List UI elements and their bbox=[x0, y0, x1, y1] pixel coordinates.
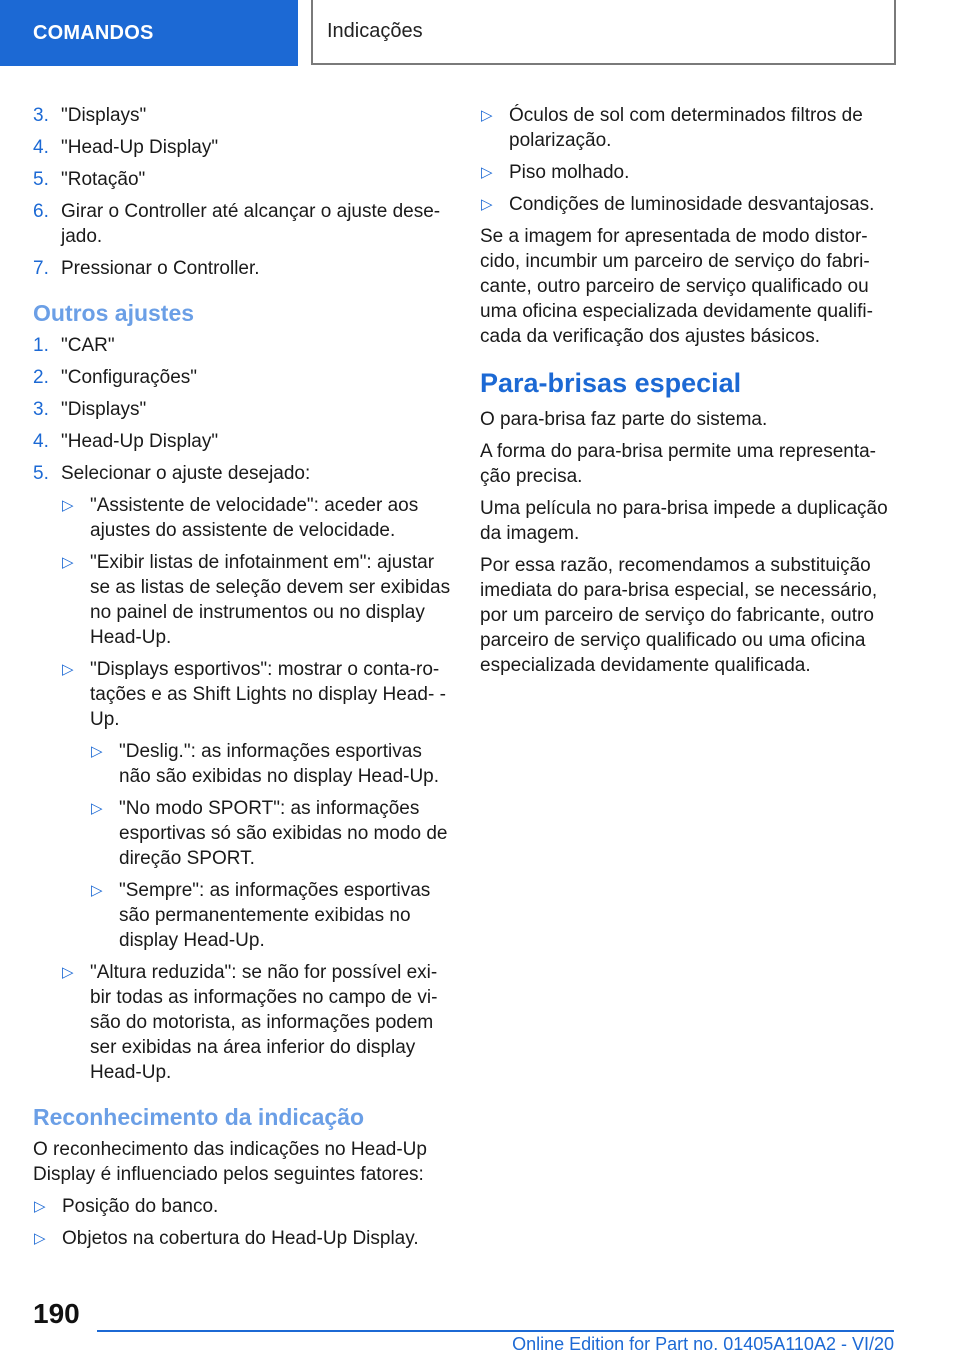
chapter-title: Indicações bbox=[311, 0, 896, 65]
paragraph: Por essa razão, recomendamos a substituição imediata do para-brisa especial, se necessário, por um parceiro de serviço do fabricante, outro parceiro de serviço qualificado ou uma oficina especializada devidamente qualificada. bbox=[480, 555, 878, 676]
triangle-bullet-icon: ▷ bbox=[62, 661, 74, 678]
list-item: ▷ Óculos de sol com determinados filtros de polarização. bbox=[481, 105, 863, 151]
list-item: 7. Pressionar o Controller. bbox=[33, 258, 260, 279]
triangle-bullet-icon: ▷ bbox=[91, 800, 103, 817]
paragraph: A forma do para-brisa permite uma representa- ção precisa. bbox=[480, 441, 877, 487]
list-item: ▷ "Altura reduzida": se não for possível exi- bir todas as informações no campo de vi- são do motorista, as informações podem ser exibidas na área inferior do display Head-Up. bbox=[62, 962, 438, 1083]
paragraph: Se a imagem for apresentada de modo distor- cido, incumbir um parceiro de serviço do fabri- cante, outro parceiro de serviço qualificado ou uma oficina especializada devidamente qualifi- cada da verificação dos ajustes básicos. bbox=[480, 226, 873, 347]
list-item: 3. "Displays" bbox=[33, 399, 147, 420]
list-item: ▷ "Displays esportivos": mostrar o conta-ro- tações e as Shift Lights no display Head- -Up. ▷ "Deslig.": as informações esportivas não são exibidas no display Head-Up. ▷ "No modo SPORT": as informações esportivas só são exibidas no modo de direção SPORT. ▷ "Sempre": as informações esportivas são permanentemente exibidas no display Head-Up. bbox=[61, 657, 453, 953]
paragraph: O para-brisa faz parte do sistema. bbox=[480, 409, 768, 430]
right-column bbox=[480, 103, 890, 685]
factors-list bbox=[33, 1194, 453, 1251]
list-item: ▷ Piso molhado. bbox=[481, 162, 630, 183]
left-column bbox=[33, 103, 453, 1258]
settings-options-list bbox=[61, 493, 453, 1085]
list-item: ▷ "Assistente de velocidade": aceder aos ajustes do assistente de velocidade. bbox=[62, 495, 419, 541]
list-item: ▷ "Deslig.": as informações esportivas não são exibidas no display Head-Up. bbox=[91, 741, 440, 787]
triangle-bullet-icon: ▷ bbox=[481, 196, 493, 213]
triangle-bullet-icon: ▷ bbox=[62, 497, 74, 514]
factors-list-continued bbox=[480, 103, 890, 217]
page-number: 190 bbox=[33, 1298, 80, 1329]
steps-list-other-settings bbox=[33, 333, 453, 1085]
list-item: 5. "Rotação" bbox=[33, 169, 146, 190]
list-item: 1. "CAR" bbox=[33, 335, 115, 356]
list-item: 4. "Head-Up Display" bbox=[33, 431, 219, 452]
triangle-bullet-icon: ▷ bbox=[481, 164, 493, 181]
list-item: 4. "Head-Up Display" bbox=[33, 137, 219, 158]
footer-edition: Online Edition for Part no. 01405A110A2 - VI/20 bbox=[512, 1334, 894, 1354]
list-item: 2. "Configurações" bbox=[33, 367, 198, 388]
footer-divider bbox=[97, 1330, 894, 1332]
list-item: ▷ Objetos na cobertura do Head-Up Display. bbox=[34, 1228, 419, 1249]
sport-displays-options bbox=[90, 739, 453, 953]
heading-para-brisas-especial: Para-brisas especial bbox=[480, 368, 742, 398]
list-item: 6. Girar o Controller até alcançar o ajuste dese- jado. bbox=[33, 201, 441, 247]
triangle-bullet-icon: ▷ bbox=[34, 1198, 46, 1215]
triangle-bullet-icon: ▷ bbox=[62, 964, 74, 981]
list-item: ▷ Posição do banco. bbox=[34, 1196, 219, 1217]
triangle-bullet-icon: ▷ bbox=[62, 554, 74, 571]
page-header bbox=[0, 0, 960, 66]
triangle-bullet-icon: ▷ bbox=[34, 1230, 46, 1247]
paragraph: O reconhecimento das indicações no Head-Up Display é influenciado pelos seguintes fatores: bbox=[33, 1139, 427, 1185]
list-item: ▷ "No modo SPORT": as informações esportivas só são exibidas no modo de direção SPORT. bbox=[91, 798, 448, 869]
triangle-bullet-icon: ▷ bbox=[481, 107, 493, 124]
triangle-bullet-icon: ▷ bbox=[91, 743, 103, 760]
list-item: 3. "Displays" bbox=[33, 105, 147, 126]
steps-list-continued bbox=[33, 103, 453, 281]
list-item: ▷ Condições de luminosidade desvantajosas. bbox=[481, 194, 875, 215]
heading-reconhecimento: Reconhecimento da indicação bbox=[33, 1104, 365, 1130]
list-item: ▷ "Exibir listas de infotainment em": ajustar se as listas de seleção devem ser exibidas no painel de instrumentos ou no display Head-Up. bbox=[62, 552, 451, 648]
list-item: 5. Selecionar o ajuste desejado: ▷ "Assistente de velocidade": aceder aos ajustes do assistente de velocidade. ▷ "Exibir listas de infotainment em": ajustar se as listas de seleção devem ser exibidas no painel de instrumentos ou no display Head-Up. ▷ "Displays esportivos": mostrar o conta-ro- tações e as Shift Lights no display Head- -Up. ▷ "Deslig.": as informações esportivas não são exibidas no display Head-Up. ▷ "No modo SPORT": as informações esportivas só são exibidas no modo de direção SPORT. ▷ "Sempre": as informações esportivas são permanentemente exibidas no display Head-Up. ▷ "Altura reduzida": se não for possível exi- bir todas as informações no campo de vi- são do motorista, as informações podem ser exibidas na área inferior do display Head-Up. bbox=[33, 461, 453, 1085]
triangle-bullet-icon: ▷ bbox=[91, 882, 103, 899]
heading-outros-ajustes: Outros ajustes bbox=[33, 300, 195, 326]
paragraph: Uma película no para-brisa impede a duplicação da imagem. bbox=[480, 498, 888, 544]
section-title: COMANDOS bbox=[0, 0, 298, 66]
list-item: ▷ "Sempre": as informações esportivas são permanentemente exibidas no display Head-Up. bbox=[91, 880, 431, 951]
